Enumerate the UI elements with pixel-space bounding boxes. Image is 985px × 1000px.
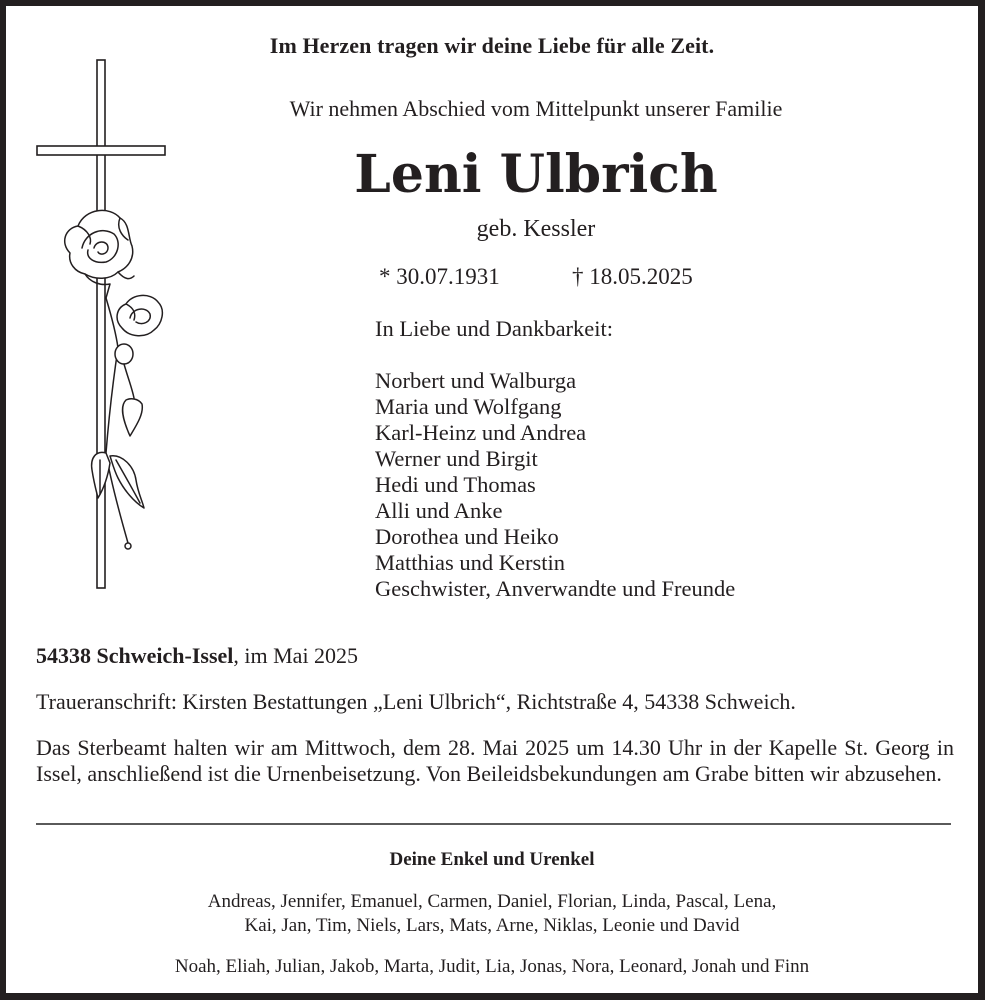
death-date: † 18.05.2025: [572, 264, 693, 289]
farewell-line: Wir nehmen Abschied vom Mittelpunkt unserer Familie: [289, 96, 783, 121]
section-divider: [36, 823, 951, 825]
enkel-line-1: Andreas, Jennifer, Emanuel, Carmen, Daniel, Florian, Linda, Pascal, Lena,: [207, 891, 777, 912]
mourner-name: Maria und Wolfgang: [375, 394, 562, 419]
place-and-date: [36, 643, 358, 669]
birth-date: * 30.07.1931: [379, 264, 500, 289]
mourner-name: Geschwister, Anverwandte und Freunde: [375, 576, 736, 601]
mourner-name: Werner und Birgit: [375, 446, 538, 471]
enkel-line-2: Kai, Jan, Tim, Niels, Lars, Mats, Arne, Niklas, Leonie und David: [244, 915, 740, 936]
service-info: Das Sterbeamt halten wir am Mittwoch, dem 28. Mai 2025 um 14.30 Uhr in der Kapelle St. Georg in Issel, anschließend ist die Urnenbeisetzung. Von Beileidsbekundungen am Grabe bitten wir abzusehen.: [36, 735, 954, 786]
cross-with-roses-icon: [30, 58, 180, 598]
place-name: 54338 Schweich-Issel: [36, 643, 234, 668]
grandchildren-names: [6, 890, 978, 938]
maiden-name: geb. Kessler: [476, 216, 596, 242]
mourner-name: Norbert und Walburga: [375, 368, 577, 393]
mourner-name: Karl-Heinz und Andrea: [375, 420, 587, 445]
mourners-block: [375, 316, 735, 602]
date-suffix: , im Mai 2025: [233, 643, 359, 668]
obituary-page: [6, 6, 978, 993]
deceased-name: Leni Ulbrich: [354, 144, 718, 205]
mourning-address: Traueranschrift: Kirsten Bestattungen „Leni Ulbrich“, Richtstraße 4, 54338 Schweich.: [36, 689, 796, 714]
great-grandchildren-names: Noah, Eliah, Julian, Jakob, Marta, Judit, Lia, Jonas, Nora, Leonard, Jonah und Finn: [174, 956, 810, 977]
mourner-name: Dorothea und Heiko: [375, 524, 559, 549]
motto: Im Herzen tragen wir deine Liebe für alle Zeit.: [269, 33, 715, 58]
grandchildren-title: Deine Enkel und Urenkel: [389, 849, 595, 870]
mourner-name: Hedi und Thomas: [375, 472, 536, 497]
mourner-name: Alli und Anke: [375, 498, 503, 523]
mourners-intro: In Liebe und Dankbarkeit:: [375, 316, 614, 341]
mourner-name: Matthias und Kerstin: [375, 550, 565, 575]
